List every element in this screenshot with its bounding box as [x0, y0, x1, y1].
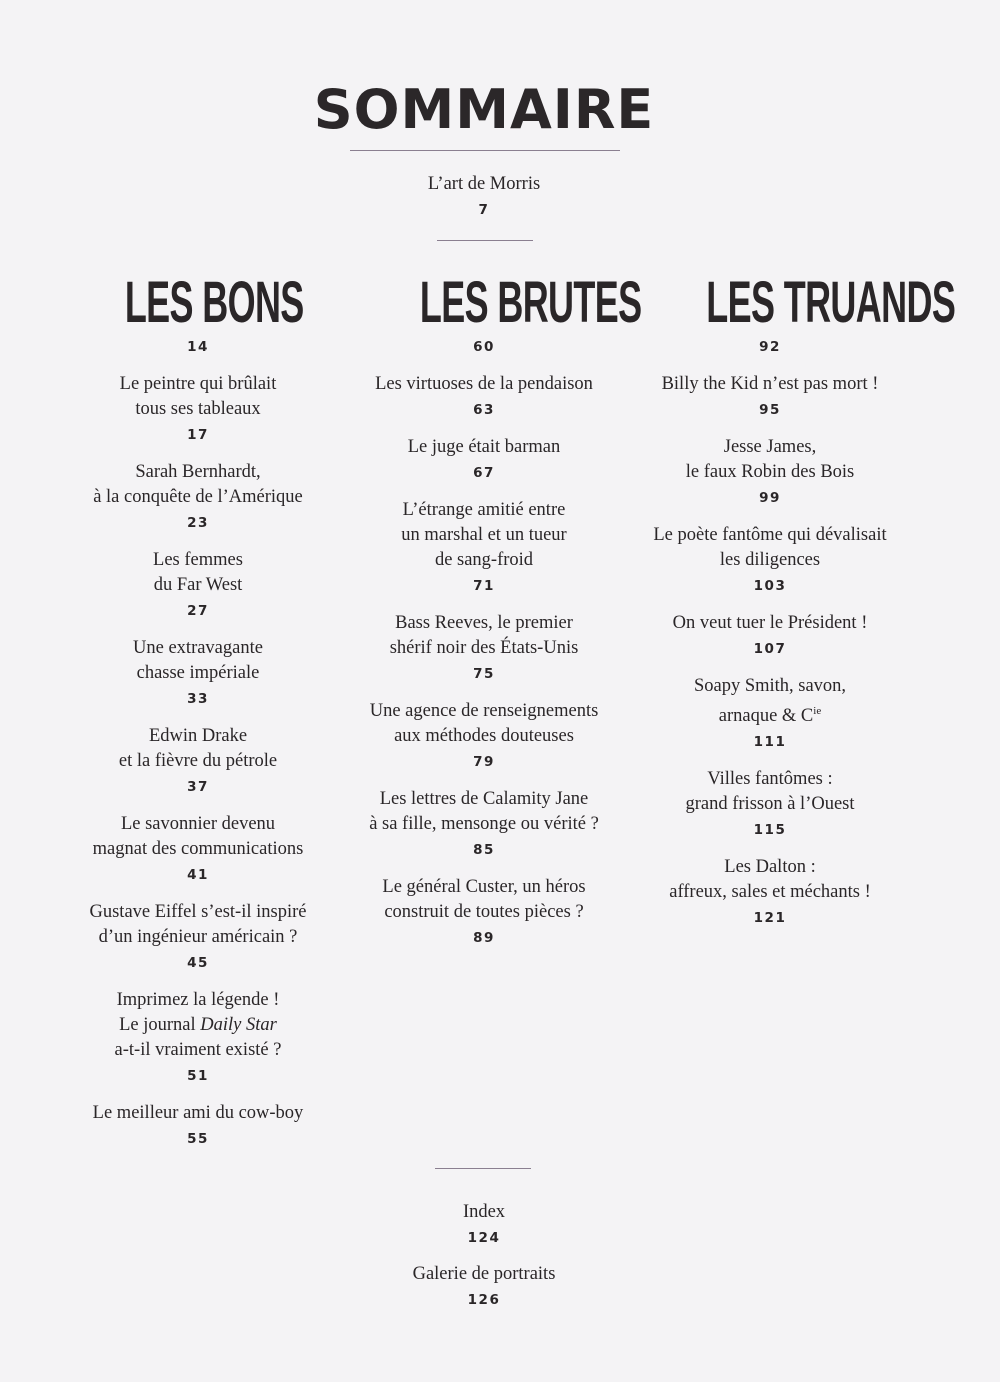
intro-divider: [437, 240, 533, 241]
toc-entry[interactable]: [70, 724, 326, 796]
entry-line: les diligences: [719, 550, 821, 570]
entry-line: a-t-il vraiment existé ?: [114, 1040, 282, 1060]
entry-line: Edwin Drake: [148, 726, 248, 746]
entry-page: 23: [187, 515, 209, 531]
entry-line: affreux, sales et méchants !: [669, 882, 871, 903]
toc-entry[interactable]: [70, 988, 326, 1085]
entry-line: Le peintre qui brûlait: [119, 374, 277, 394]
entry-line: Bass Reeves, le premier: [395, 613, 573, 633]
entry-line: Villes fantômes :: [707, 769, 833, 790]
abbreviation-superscript: ie: [813, 705, 822, 717]
toc-entry[interactable]: [352, 611, 616, 683]
entry-line: à sa fille, mensonge ou vérité ?: [369, 814, 599, 834]
section-heading: LES BONS: [124, 270, 304, 335]
toc-entry[interactable]: [630, 523, 910, 595]
toc-entry[interactable]: [352, 372, 616, 419]
column-les-truands: [630, 270, 956, 927]
entry-page: 79: [473, 754, 495, 770]
entry-line: grand frisson à l’Ouest: [685, 794, 855, 815]
section-page: 14: [187, 339, 209, 355]
entry-page: 99: [759, 490, 781, 506]
page-title: SOMMAIRE: [313, 78, 655, 141]
entry-line: Le meilleur ami du cow-boy: [92, 1103, 304, 1123]
section-page: 60: [473, 339, 495, 355]
entry-title: L’art de Morris: [427, 174, 541, 194]
entry-line: Une agence de renseignements: [369, 701, 599, 721]
entry-line: Le poète fantôme qui dévalisait: [653, 525, 887, 545]
column-les-bons: [70, 270, 326, 1148]
toc-entry[interactable]: [70, 548, 326, 620]
entry-title: Index: [462, 1202, 506, 1222]
toc-entry[interactable]: [630, 611, 910, 658]
entry-page: 115: [753, 822, 787, 839]
entry-page: 124: [467, 1230, 501, 1246]
toc-entry-galerie[interactable]: [0, 1262, 968, 1309]
entry-page: 95: [759, 402, 781, 418]
entry-page: 37: [187, 779, 209, 795]
entry-page: 33: [187, 691, 209, 707]
toc-entry[interactable]: [70, 900, 326, 972]
toc-entry[interactable]: [630, 674, 910, 751]
toc-entry[interactable]: [352, 435, 616, 482]
entry-line: Le juge était barman: [407, 437, 561, 457]
entry-line: chasse impériale: [136, 663, 260, 683]
entry-page: 75: [473, 666, 495, 682]
entry-line: tous ses tableaux: [135, 399, 261, 419]
entry-line: arnaque & $C^{ie}$: [718, 705, 822, 727]
entry-line: et la fièvre du pétrole: [118, 751, 278, 771]
entry-page: 17: [187, 427, 209, 443]
entry-line: Billy the Kid n’est pas mort !: [661, 374, 879, 394]
entry-line: Soapy Smith, savon,: [693, 676, 847, 696]
toc-entry[interactable]: [70, 460, 326, 532]
entry-page: 67: [473, 465, 495, 481]
entry-line: shérif noir des États-Unis: [389, 638, 579, 658]
entry-page: 27: [187, 603, 209, 619]
column-les-brutes: [352, 270, 642, 947]
toc-entry[interactable]: [352, 699, 616, 771]
entry-line: d’un ingénieur américain ?: [98, 927, 298, 947]
entry-line: de sang-froid: [434, 550, 534, 570]
section-heading: LES TRUANDS: [706, 270, 956, 335]
toc-entry[interactable]: [70, 812, 326, 884]
entry-line: Une extravagante: [133, 638, 263, 658]
entry-page: 71: [473, 578, 495, 594]
entry-line: à la conquête de l’Amérique: [93, 487, 303, 507]
entry-line: L’étrange amitié entre: [402, 500, 566, 520]
toc-entry[interactable]: [630, 435, 910, 507]
toc-entry-intro[interactable]: [0, 172, 968, 219]
entry-line: Les Dalton :: [724, 857, 816, 878]
toc-entry[interactable]: [70, 372, 326, 444]
entry-page: 7: [478, 202, 490, 218]
entry-page: 45: [187, 955, 209, 971]
entry-page: 111: [753, 734, 787, 751]
toc-entry[interactable]: [352, 875, 616, 947]
toc-entry[interactable]: [630, 855, 910, 927]
entry-line: magnat des communications: [92, 839, 304, 859]
entry-line: Sarah Bernhardt,: [135, 462, 261, 482]
entry-line: un marshal et un tueur: [401, 525, 567, 545]
toc-entry[interactable]: [352, 787, 616, 859]
entry-page: 103: [753, 578, 787, 594]
section-page: 92: [759, 339, 781, 355]
entry-line: Le général Custer, un héros: [382, 877, 586, 897]
entry-line: Jesse James,: [723, 437, 817, 457]
entry-page: 55: [187, 1131, 209, 1147]
title-divider: [350, 150, 620, 151]
toc-entry-index[interactable]: [0, 1200, 968, 1247]
toc-entry[interactable]: [352, 498, 616, 595]
entry-line: Les femmes: [153, 550, 243, 570]
entry-page: 51: [187, 1068, 209, 1084]
entry-page: 107: [753, 641, 787, 657]
entry-line: aux méthodes douteuses: [394, 726, 574, 746]
entry-line: le faux Robin des Bois: [685, 462, 855, 482]
entry-line: Gustave Eiffel s’est-il inspiré: [89, 902, 307, 922]
entry-line: Les virtuoses de la pendaison: [375, 374, 593, 394]
entry-line: Le journal Daily Star: [119, 1015, 277, 1035]
entry-page: 126: [467, 1292, 501, 1308]
entry-page: 85: [473, 842, 495, 858]
entry-title: Galerie de portraits: [412, 1264, 556, 1284]
entry-line: Les lettres de Calamity Jane: [379, 789, 589, 809]
entry-page: 41: [187, 867, 209, 883]
section-heading: LES BRUTES: [419, 270, 642, 335]
newspaper-title: Daily Star: [200, 1015, 277, 1035]
entry-page: 63: [473, 402, 495, 418]
toc-entry[interactable]: [630, 767, 910, 839]
entry-page: 121: [753, 910, 787, 927]
entry-line: On veut tuer le Président !: [672, 613, 868, 633]
entry-line: Imprimez la légende !: [116, 990, 280, 1010]
toc-entry[interactable]: [70, 1101, 326, 1148]
entry-line: du Far West: [153, 575, 243, 595]
toc-entry[interactable]: [630, 372, 910, 419]
entry-page: 89: [473, 930, 495, 946]
entry-line: Le savonnier devenu: [120, 814, 276, 834]
entry-line: construit de toutes pièces ?: [384, 902, 584, 922]
outro-divider: [435, 1168, 531, 1169]
toc-entry[interactable]: [70, 636, 326, 708]
